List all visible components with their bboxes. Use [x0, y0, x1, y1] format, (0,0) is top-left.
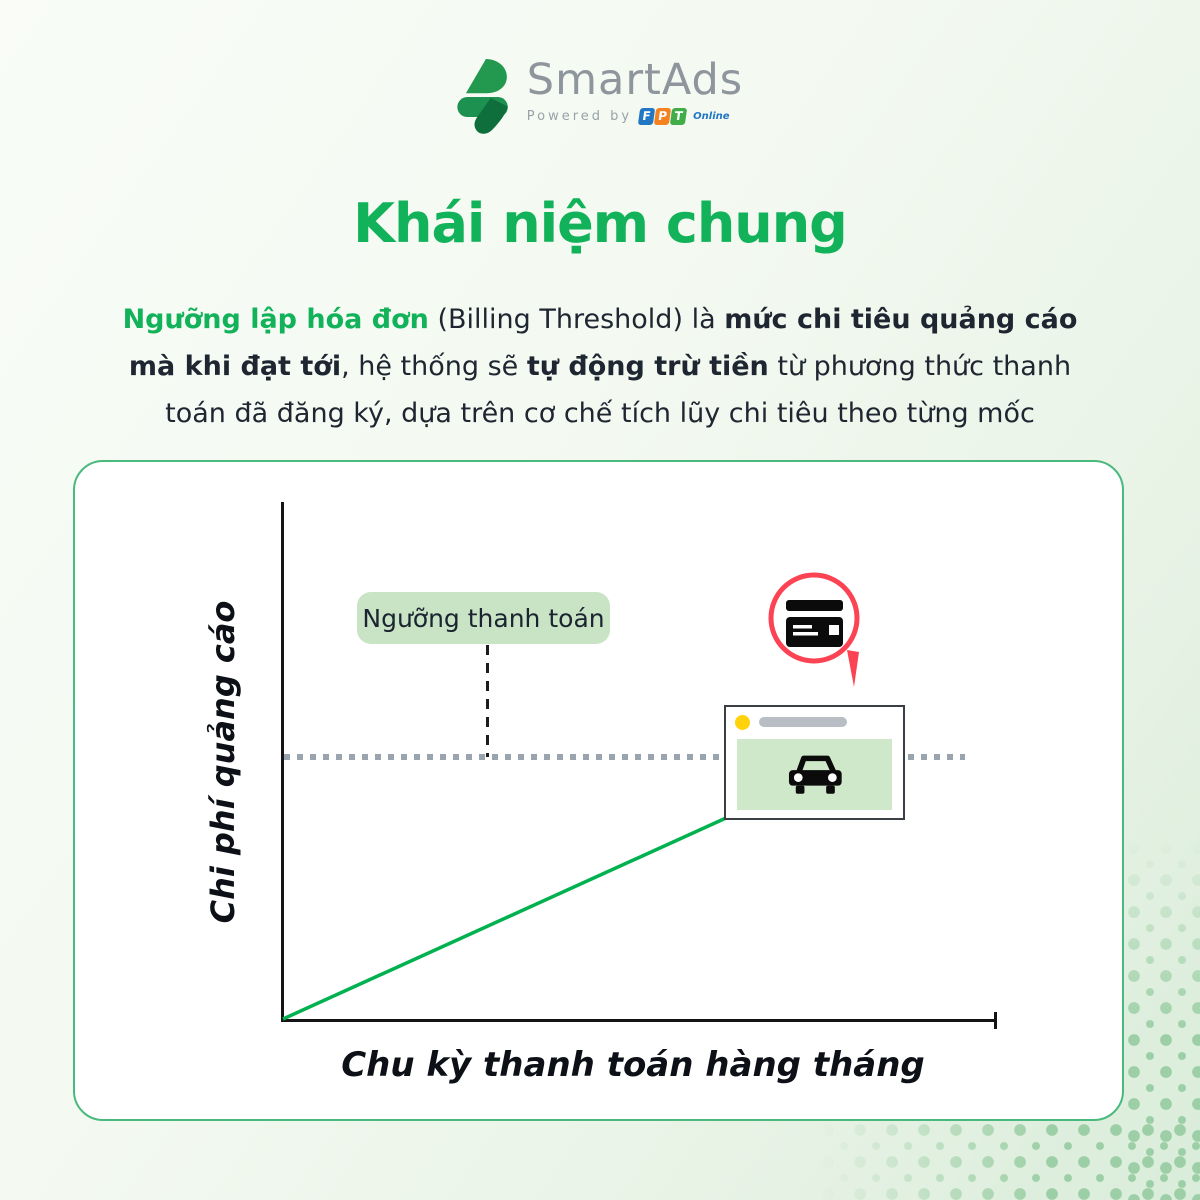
spend-line: [75, 462, 1122, 1119]
smartads-logo-icon: [457, 58, 511, 138]
car-icon: [784, 752, 846, 797]
paragraph-text: từ phương thức thanh: [768, 351, 1072, 382]
paragraph-text: , hệ thống sẽ: [341, 351, 527, 382]
paragraph-bold-text: mức chi tiêu quảng cáo: [724, 304, 1078, 335]
fpt-logo: [639, 108, 686, 125]
ad-media-area: [737, 739, 892, 810]
powered-by-row: [527, 108, 743, 125]
powered-by-label: Powered by: [526, 109, 633, 125]
term-billing-threshold: Ngưỡng lập hóa đơn: [122, 304, 429, 335]
credit-card-icon: [786, 600, 843, 647]
paragraph-line-3: [0, 390, 1200, 437]
halftone-dots-right: [1126, 840, 1200, 1200]
paragraph-line-2: [0, 343, 1200, 390]
fpt-letter-f: F: [638, 108, 655, 125]
paragraph-text: (Billing Threshold) là: [428, 304, 725, 335]
halftone-dots-bottom: [820, 1122, 1200, 1200]
fpt-letter-p: P: [654, 108, 671, 125]
paragraph-text: toán đã đăng ký, dựa trên cơ chế tích lũy chi tiêu theo từng mốc: [165, 398, 1035, 429]
brand-name: SmartAds: [526, 55, 744, 105]
y-axis-label: Chi phí quảng cáo: [204, 600, 242, 924]
page-title: Khái niệm chung: [353, 192, 847, 255]
chart-card: [73, 460, 1124, 1121]
paragraph-bold-text: tự động trừ tiền: [526, 351, 769, 382]
fpt-letter-t: T: [670, 108, 687, 125]
x-axis-label: Chu kỳ thanh toán hàng tháng: [341, 1045, 925, 1085]
intro-paragraph: [0, 296, 1200, 437]
threshold-chip: [357, 592, 610, 644]
window-dot-icon: [735, 715, 750, 730]
browser-window: [724, 705, 905, 820]
payment-badge: [762, 562, 867, 692]
brand-header: [0, 55, 1200, 138]
fpt-online-label: Online: [693, 111, 730, 123]
paragraph-line-1: [0, 296, 1200, 343]
threshold-chip-label: Ngưỡng thanh toán: [362, 603, 605, 633]
window-title-bar: [759, 717, 847, 727]
paragraph-bold-text: mà khi đạt tới: [128, 351, 342, 382]
brand-text: [526, 55, 744, 125]
